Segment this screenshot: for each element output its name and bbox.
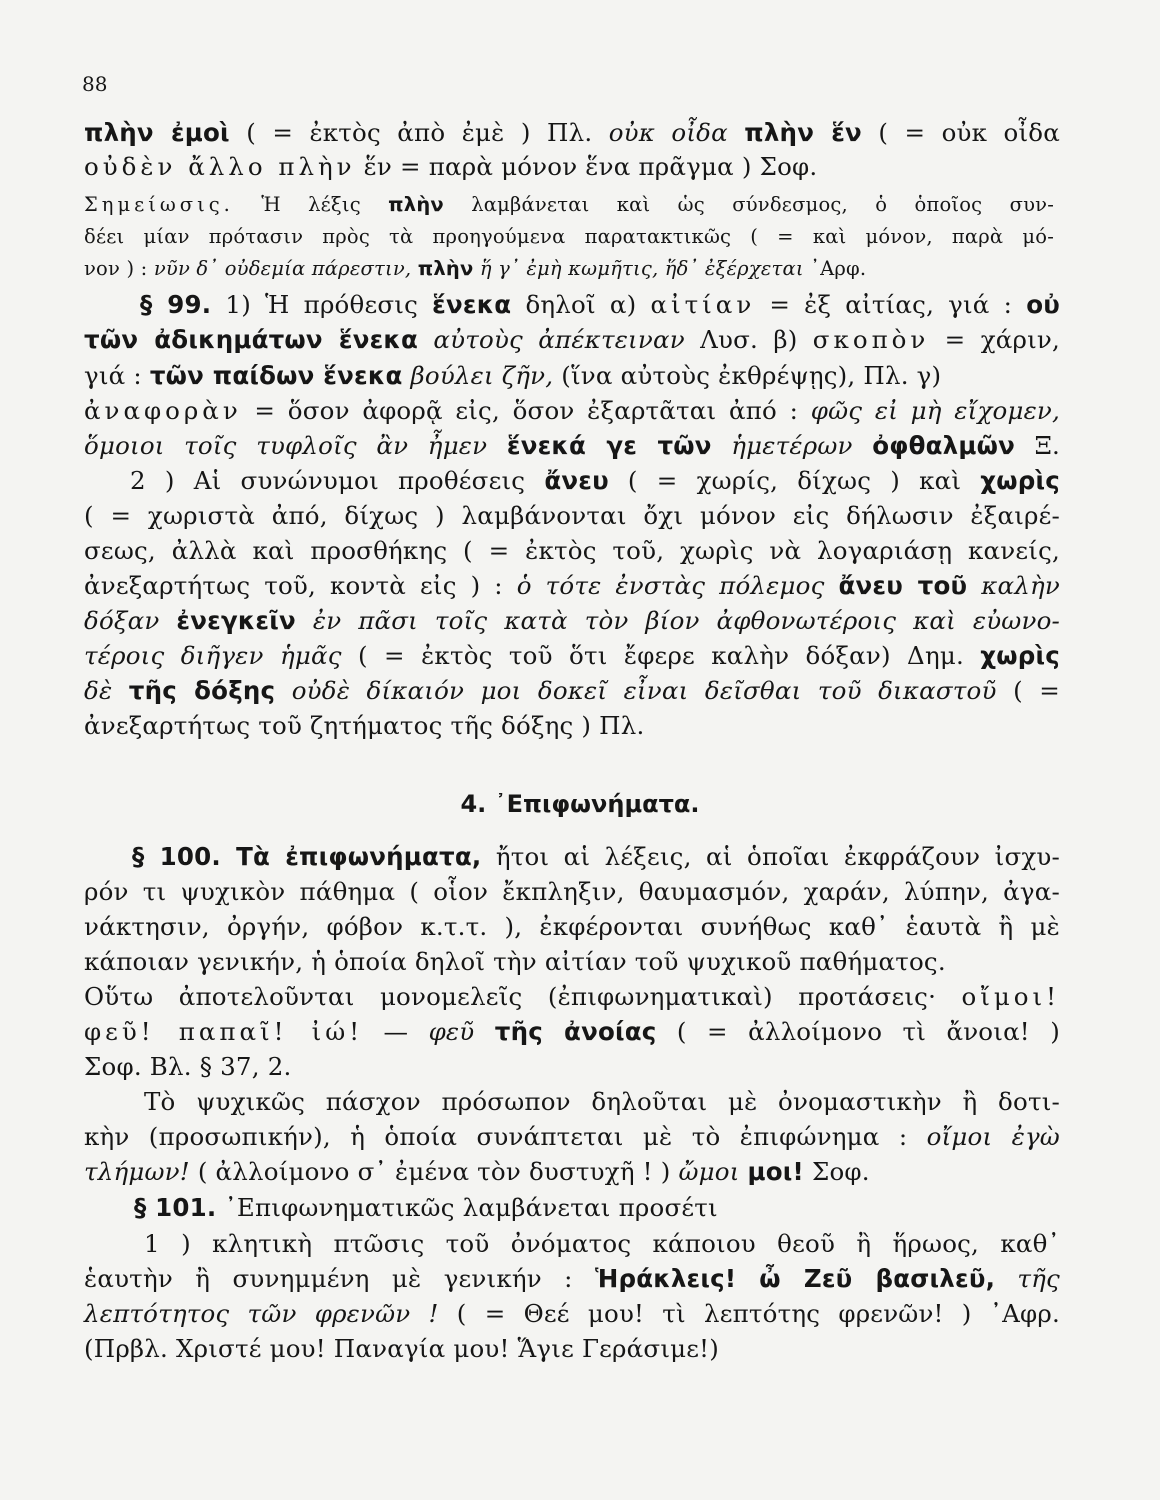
plain-text: 2 ) Αἱ συνώνυμοι προθέσεις bbox=[130, 466, 526, 495]
spaced-text: φεῦ! παπαῖ! ἰώ! bbox=[84, 1017, 364, 1046]
italic-text: ἥ γ᾽ ἐμὴ κωμῆτις, ἥδ᾽ ἐξέρχεται bbox=[479, 257, 804, 280]
plain-text: δηλοῖ α) bbox=[525, 290, 637, 319]
italic-text: φεῦ bbox=[428, 1017, 475, 1046]
text-line bbox=[84, 501, 1060, 530]
plain-text: λαμβάνεται καὶ ὡς σύνδεσμος, ὁ ὁποῖος συν- bbox=[471, 193, 1055, 216]
italic-text: φῶς εἰ μὴ εἴχομεν, bbox=[810, 396, 1060, 425]
text-line bbox=[84, 396, 1060, 425]
text-line bbox=[84, 1122, 1060, 1151]
italic-text: δόξαν bbox=[84, 606, 160, 635]
bold-text: § 101. bbox=[134, 1193, 217, 1222]
italic-text: ἐν πᾶσι τοῖς κατὰ τὸν βίον ἀφθονωτέροις καὶ εὐωνο- bbox=[312, 606, 1061, 635]
plain-text: 1 ) κλητικὴ πτῶσις τοῦ ὀνόματος κάποιου θεοῦ ἢ ἥρωος, καθ᾽ bbox=[144, 1229, 1060, 1258]
bold-text: τῶν παίδων ἕνεκα bbox=[149, 361, 403, 390]
text-line bbox=[84, 431, 1060, 460]
bold-text: τῆς δόξης bbox=[128, 676, 276, 705]
plain-text: = ἐξ αἰτίας, γιά : bbox=[769, 290, 1013, 319]
plain-text: = ὅσον ἀφορᾷ εἰς, ὅσον ἐξαρτᾶται ἀπό : bbox=[254, 396, 799, 425]
plain-text: ( = ἐκτὸς ἀπὸ ἐμὲ ) Πλ. bbox=[246, 118, 593, 147]
text-line bbox=[144, 1229, 1060, 1258]
text-line bbox=[84, 325, 1060, 354]
bold-text: χωρὶς bbox=[980, 466, 1060, 495]
plain-text: ἀνεξαρτήτως τοῦ, κοντὰ εἰς ) : bbox=[84, 571, 503, 600]
note-line bbox=[84, 257, 866, 280]
text-line bbox=[84, 947, 946, 976]
plain-text: Οὕτω ἀποτελοῦνται μονομελεῖς (ἐπιφωνηματικαὶ) προτάσεις· bbox=[84, 982, 937, 1011]
note-line bbox=[84, 193, 1054, 216]
plain-text: — bbox=[383, 1017, 409, 1046]
italic-text: τέροις διῆγεν ἡμᾶς bbox=[84, 641, 342, 670]
bold-text: χωρὶς bbox=[980, 641, 1060, 670]
plain-text: ρόν τι ψυχικὸν πάθημα ( οἷον ἔκπληξιν, θαυμασμόν, χαράν, λύπην, ἀγα- bbox=[84, 877, 1060, 906]
plain-text: (Πρβλ. Χριστέ μου! Παναγία μου! Ἅγιε Γεράσιμε!) bbox=[84, 1334, 719, 1363]
plain-text: ( = ἐκτὸς τοῦ ὅτι ἔφερε καλὴν δόξαν) Δημ. bbox=[357, 641, 964, 670]
plain-text: ἤτοι αἱ λέξεις, αἱ ὁποῖαι ἐκφράζουν ἰσχυ- bbox=[495, 842, 1060, 871]
bold-text: οὐ bbox=[1026, 290, 1060, 319]
bold-text: τῶν ἀδικημάτων ἕνεκα bbox=[84, 325, 419, 354]
text-line bbox=[132, 842, 1060, 871]
bold-text: ἕνεκα bbox=[432, 290, 512, 319]
text-line bbox=[84, 711, 644, 740]
spaced-text: Σημείωσις. bbox=[84, 193, 234, 216]
plain-text: Σοφ. bbox=[811, 1157, 870, 1186]
plain-text: Σοφ. Βλ. § 37, 2. bbox=[84, 1052, 292, 1081]
text-line bbox=[140, 290, 1060, 319]
plain-text: ᾽Αρφ. bbox=[810, 257, 867, 280]
plain-text: 1) Ἡ πρόθεσις bbox=[225, 290, 419, 319]
bold-text: τῆς ἀνοίας bbox=[494, 1017, 657, 1046]
italic-text: ὅμοιοι τοῖς τυφλοῖς ἂν ἦμεν bbox=[84, 431, 488, 460]
italic-text: οὐκ οἶδα bbox=[608, 118, 728, 147]
plain-text: ( = χωριστὰ ἀπό, δίχως ) λαμβάνονται ὄχι μόνον εἰς δήλωσιν ἐξαιρέ- bbox=[84, 501, 1060, 530]
plain-text: ἑαυτὴν ἢ συνημμένη μὲ γενικήν : bbox=[84, 1264, 573, 1293]
plain-text: ἕν = παρὰ μόνον ἕνα πρᾶγμα ) Σοφ. bbox=[363, 152, 818, 181]
italic-text: ὤμοι bbox=[678, 1157, 740, 1186]
plain-text: δέει μίαν πρότασιν πρὸς τὰ προηγούμενα παρατακτικῶς ( = καὶ μόνον, παρὰ μό- bbox=[84, 225, 1054, 248]
text-line bbox=[84, 536, 1060, 565]
plain-text: γιά : bbox=[84, 361, 142, 390]
plain-text: (ἵνα αὐτοὺς ἐκθρέψῃς), Πλ. γ) bbox=[561, 361, 942, 390]
italic-text: τλήμων! bbox=[84, 1157, 190, 1186]
plain-text: ( = ἀλλοίμονο τὶ ἄνοια! ) bbox=[676, 1017, 1060, 1046]
plain-text: σεως, ἀλλὰ καὶ προσθήκης ( = ἐκτὸς τοῦ, χωρὶς νὰ λογαριάσῃ κανείς, bbox=[84, 536, 1060, 565]
spaced-text: οὐδὲν ἄλλο πλὴν bbox=[84, 152, 356, 181]
text-line bbox=[84, 118, 1060, 147]
italic-text: οἴμοι ἐγὼ bbox=[926, 1122, 1060, 1151]
spaced-text: ἀναφορὰν bbox=[84, 396, 242, 425]
plain-text: ( = χωρίς, δίχως ) καὶ bbox=[627, 466, 962, 495]
spaced-text: οἴμοι! bbox=[961, 982, 1060, 1011]
page-number: 88 bbox=[82, 72, 108, 96]
bold-text: § 100. Τὰ ἐπιφωνήματα, bbox=[132, 842, 482, 871]
text-line bbox=[84, 1299, 1060, 1328]
text-line bbox=[84, 1052, 291, 1081]
text-line bbox=[84, 1334, 719, 1363]
plain-text: ( = οὐκ οἶδα bbox=[878, 118, 1060, 147]
bold-text: πλὴν ἐμοὶ bbox=[84, 118, 230, 147]
plain-text: Τὸ ψυχικῶς πάσχον πρόσωπον δηλοῦται μὲ ὀνομαστικὴν ἢ δοτι- bbox=[144, 1087, 1060, 1116]
bold-text: ἄνευ τοῦ bbox=[838, 571, 968, 600]
plain-text: = χάριν, bbox=[944, 325, 1060, 354]
italic-text: τῆς bbox=[1017, 1264, 1060, 1293]
plain-text: Ἡ λέξις bbox=[261, 193, 361, 216]
text-line bbox=[84, 1157, 870, 1186]
italic-text: ἡμετέρων bbox=[731, 431, 853, 460]
text-line bbox=[84, 571, 1060, 600]
section-heading: 4. ᾽Επιφωνήματα. bbox=[460, 790, 700, 818]
plain-text: ( ἀλλοίμονο σ᾽ ἐμένα τὸν δυστυχῆ ! ) bbox=[197, 1157, 671, 1186]
text-line bbox=[84, 877, 1060, 906]
plain-text: ᾽Επιφωνηματικῶς λαμβάνεται προσέτι bbox=[224, 1193, 718, 1222]
plain-text: Ξ. bbox=[1034, 431, 1060, 460]
bold-text: ἐνεγκεῖν bbox=[176, 606, 296, 635]
text-line bbox=[84, 152, 817, 181]
bold-text: Ἡράκλεις! ὦ Ζεῦ βασιλεῦ, bbox=[594, 1264, 996, 1293]
bold-text: μοι! bbox=[747, 1157, 804, 1186]
spaced-text: αἰτίαν bbox=[650, 290, 756, 319]
text-line bbox=[84, 1017, 1060, 1046]
italic-text: αὐτοὺς ἀπέκτειναν bbox=[433, 325, 685, 354]
plain-text: κὴν (προσωπικήν), ἡ ὁποία συνάπτεται μὲ τὸ ἐπιφώνημα : bbox=[84, 1122, 908, 1151]
italic-text: λεπτότητος τῶν φρενῶν ! bbox=[84, 1299, 439, 1328]
italic-text: δὲ bbox=[84, 676, 113, 705]
note-line bbox=[84, 225, 1054, 248]
text-line bbox=[134, 1193, 718, 1222]
plain-text: κάποιαν γενικήν, ἡ ὁποία δηλοῖ τὴν αἰτίαν τοῦ ψυχικοῦ παθήματος. bbox=[84, 947, 946, 976]
text-line bbox=[84, 912, 1060, 941]
text-line bbox=[144, 1087, 1060, 1116]
italic-text: βούλει ζῆν, bbox=[410, 361, 554, 390]
text-line bbox=[84, 361, 941, 390]
text-line bbox=[84, 1264, 1060, 1293]
spaced-text: σκοπὸν bbox=[812, 325, 930, 354]
plain-text: ( = Θεέ μου! τὶ λεπτότης φρενῶν! ) ᾽Αφρ. bbox=[456, 1299, 1060, 1328]
bold-text: πλὴν ἕν bbox=[744, 118, 862, 147]
italic-text: νῦν δ᾽ οὐδεμία πάρεστιν, bbox=[153, 257, 412, 280]
plain-text: Λυσ. β) bbox=[700, 325, 798, 354]
bold-text: ὀφθαλμῶν bbox=[872, 431, 1015, 460]
text-line bbox=[130, 466, 1060, 495]
bold-text: ἄνευ bbox=[544, 466, 609, 495]
plain-text: νον ) : bbox=[84, 257, 148, 280]
bold-text: πλὴν bbox=[388, 193, 444, 216]
text-line bbox=[84, 676, 1060, 705]
italic-text: οὐδὲ δίκαιόν μοι δοκεῖ εἶναι δεῖσθαι τοῦ δικαστοῦ bbox=[291, 676, 997, 705]
italic-text: καλὴν bbox=[981, 571, 1060, 600]
text-line bbox=[84, 641, 1060, 670]
plain-text: ( = bbox=[1013, 676, 1060, 705]
text-line bbox=[84, 606, 1060, 635]
bold-text: § 99. bbox=[140, 290, 212, 319]
bold-text: πλὴν bbox=[417, 257, 474, 280]
italic-text: ὁ τότε ἐνστὰς πόλεμος bbox=[516, 571, 825, 600]
plain-text: ἀνεξαρτήτως τοῦ ζητήματος τῆς δόξης ) Πλ. bbox=[84, 711, 645, 740]
plain-text: νάκτησιν, ὀργήν, φόβον κ.τ.τ. ), ἐκφέρονται συνήθως καθ᾽ ἑαυτὰ ἢ μὲ bbox=[84, 912, 1060, 941]
text-line bbox=[84, 982, 1060, 1011]
bold-text: ἕνεκά γε τῶν bbox=[506, 431, 712, 460]
